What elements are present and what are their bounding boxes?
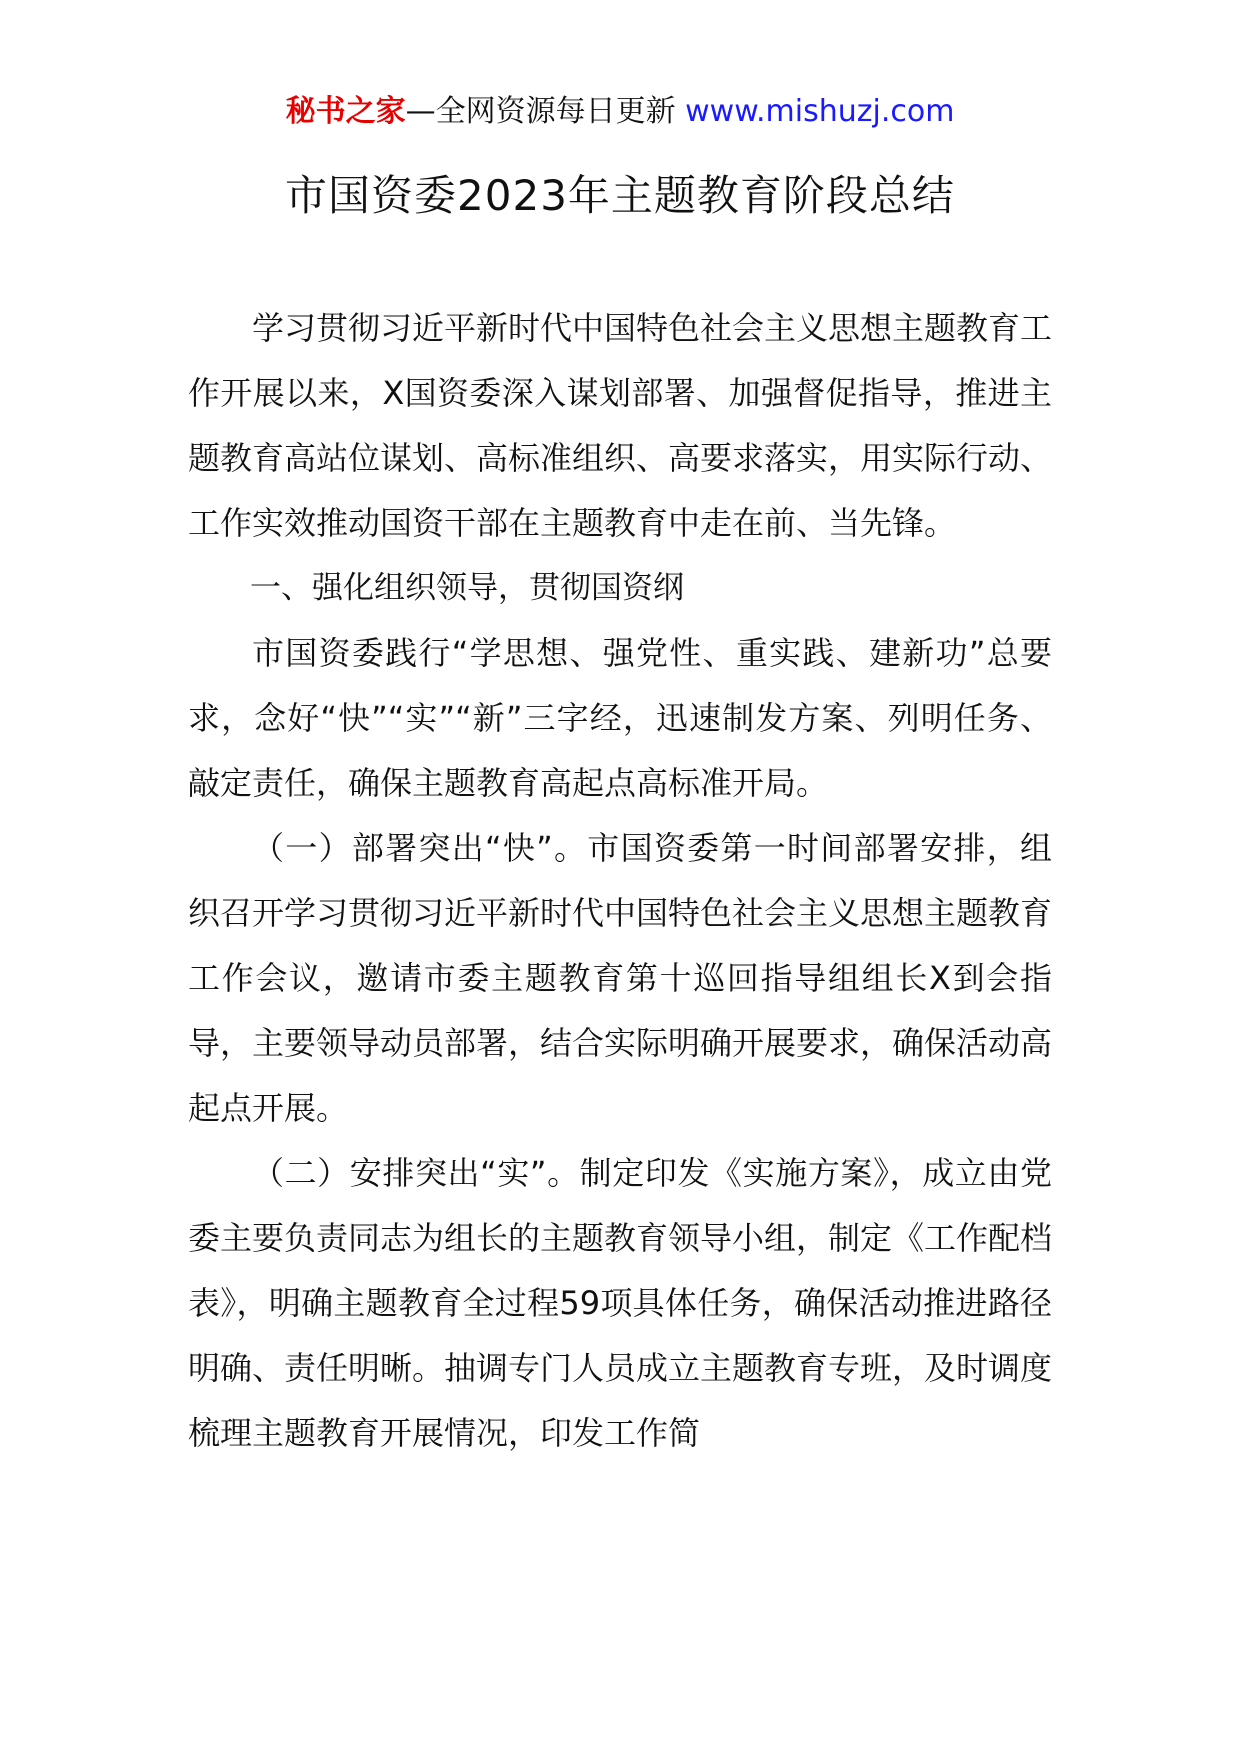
site-header	[0, 92, 1240, 132]
document-body	[188, 296, 1052, 1466]
site-url: www.mishuzj.com	[685, 94, 955, 129]
paragraph-intro: 学习贯彻习近平新时代中国特色社会主义思想主题教育工作开展以来，X国资委深入谋划部署、加强督促指导，推进主题教育高站位谋划、高标准组织、高要求落实，用实际行动、工作实效推动国资干部在主题教育中走在前、当先锋。	[188, 309, 1053, 542]
document-title: 市国资委2023年主题教育阶段总结	[285, 171, 955, 220]
paragraph-section-1: 市国资委践行“学思想、强党性、重实践、建新功”总要求，念好“快”“实”“新”三字经，迅速制发方案、列明任务、敲定责任，确保主题教育高起点高标准开局。	[188, 634, 1052, 802]
paragraph-item-1: （一）部署突出“快”。市国资委第一时间部署安排，组织召开学习贯彻习近平新时代中国特色社会主义思想主题教育工作会议，邀请市委主题教育第十巡回指导组组长X到会指导，主要领导动员部署，结合实际明确开展要求，确保活动高起点开展。	[188, 829, 1053, 1127]
paragraph-item-2: （二）安排突出“实”。制定印发《实施方案》，成立由党委主要负责同志为组长的主题教育领导小组，制定《工作配档表》，明确主题教育全过程59项具体任务，确保活动推进路径明确、责任明晰。抽调专门人员成立主题教育专班，及时调度梳理主题教育开展情况，印发工作简	[188, 1154, 1053, 1452]
header-tagline: —全网资源每日更新	[405, 94, 686, 129]
section-heading-1: 一、强化组织领导，贯彻国资纲	[250, 570, 684, 606]
brand-name: 秘书之家	[285, 94, 406, 129]
